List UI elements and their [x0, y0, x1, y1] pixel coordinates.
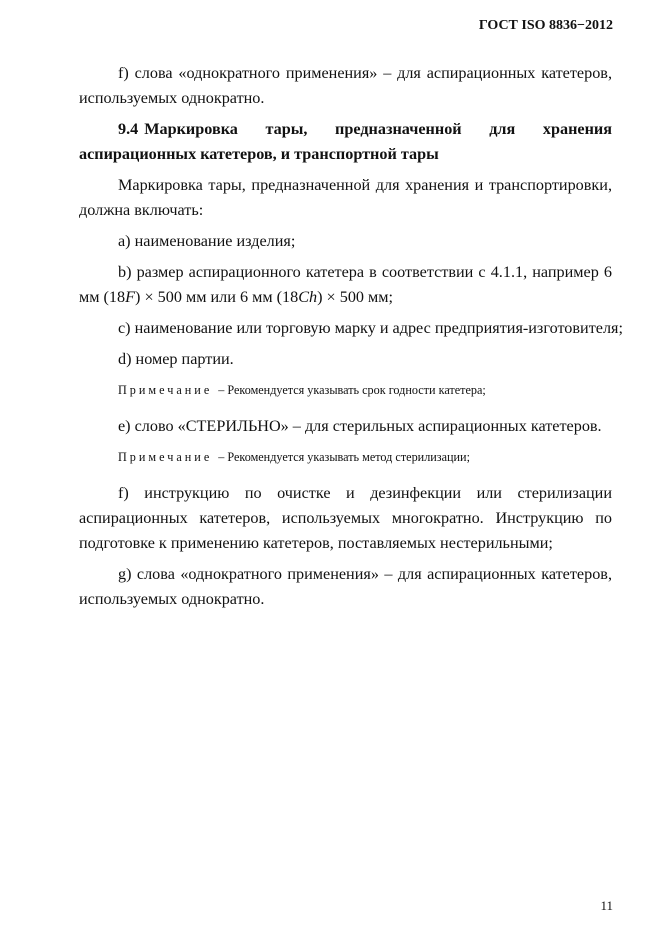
page-content: [79, 61, 623, 618]
section-number: 9.4: [118, 120, 139, 138]
list-item-g: g) слова «однократного применения» – для аспирационных катетеров, используемых однократно.: [79, 565, 612, 608]
item-b-unit-ch: Ch: [298, 288, 318, 306]
paragraph-f-previous: f) слова «однократного применения» – для аспирационных катетеров, используемых однократно.: [79, 64, 612, 107]
document-code: ГОСТ ISO 8836−2012: [478, 18, 613, 33]
note-2-label: Примечание: [118, 450, 213, 464]
list-item-b: [79, 260, 612, 310]
item-b-text-mid: ) × 500 мм или 6 мм (18: [135, 288, 299, 306]
note-1-label: Примечание: [118, 383, 213, 397]
note-1-text: – Рекомендуется указывать срок годности катетера;: [218, 383, 486, 397]
item-b-text-end: ) × 500 мм;: [317, 288, 394, 306]
section-heading: [79, 117, 612, 167]
note-2-text: – Рекомендуется указывать метод стерилизации;: [218, 450, 470, 464]
note-2: [79, 447, 612, 467]
item-b-text-start: b) размер аспирационного катетера в соответствии с 4.1.1, например 6 мм (18: [79, 263, 612, 306]
page-number: 11: [600, 898, 613, 913]
section-title: Маркировка тары, предназначенной для хранения аспирационных катетеров, и транспортной тары: [79, 120, 612, 163]
item-b-unit-f: F: [125, 288, 136, 306]
list-item-e: e) слово «СТЕРИЛЬНО» – для стерильных аспирационных катетеров.: [118, 417, 602, 435]
note-1: [79, 380, 612, 400]
list-item-a: a) наименование изделия;: [118, 232, 296, 250]
list-item-c: c) наименование или торговую марку и адрес предприятия-изготовителя;: [118, 319, 623, 337]
paragraph-intro: Маркировка тары, предназначенной для хранения и транспортировки, должна включать:: [79, 176, 612, 219]
list-item-f: f) инструкцию по очистке и дезинфекции или стерилизации аспирационных катетеров, используемых многократно. Инструкцию по подготовке к применению катетеров, поставляемых нестерильными;: [79, 484, 612, 552]
list-item-d: d) номер партии.: [118, 350, 234, 368]
